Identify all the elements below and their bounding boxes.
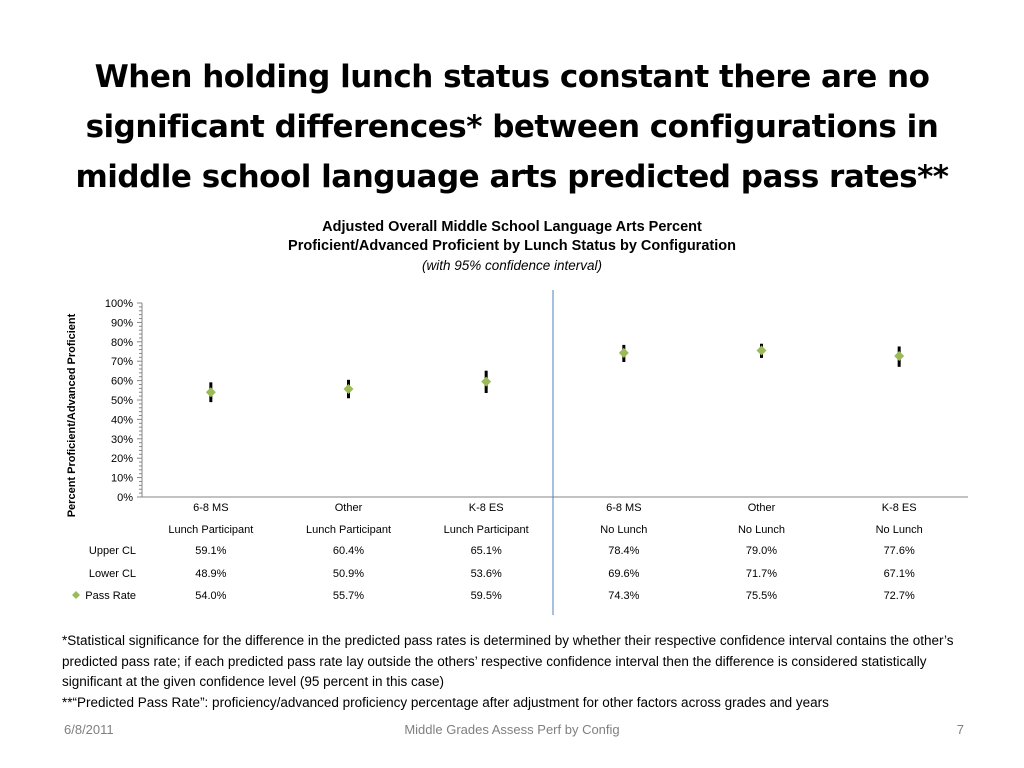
legend-marker-pass-rate	[72, 591, 80, 599]
x-category-lunch-label: No Lunch	[875, 524, 923, 536]
table-value: 79.0%	[745, 545, 778, 557]
table-row-label: Upper CL	[88, 545, 136, 557]
x-category-lunch-label: Lunch Participant	[168, 524, 254, 536]
pass-rate-marker	[481, 377, 491, 387]
table-value: 59.5%	[470, 590, 502, 602]
table-value: 71.7%	[745, 568, 778, 580]
chart-title-line: Adjusted Overall Middle School Language Arts Percent	[322, 219, 702, 235]
table-value: 65.1%	[470, 545, 502, 557]
table-value: 69.6%	[608, 568, 640, 580]
x-category-lunch-label: No Lunch	[600, 524, 648, 536]
y-tick-label: 90%	[110, 317, 133, 330]
y-tick-label: 0%	[117, 492, 133, 504]
footnotes	[62, 631, 982, 713]
table-value: 59.1%	[195, 545, 227, 557]
pass-rate-marker	[894, 351, 904, 361]
slide-title	[40, 52, 984, 202]
x-category-lunch-label: No Lunch	[737, 524, 786, 536]
table-value: 78.4%	[608, 545, 640, 557]
table-value: 54.0%	[195, 590, 227, 602]
table-value: 60.4%	[332, 545, 365, 557]
x-category-config-label: K-8 ES	[881, 502, 917, 514]
pass-rate-marker	[206, 387, 216, 397]
y-tick-label: 40%	[110, 414, 133, 427]
x-category-lunch-label: Lunch Participant	[443, 524, 529, 536]
x-category-config-label: 6-8 MS	[193, 502, 229, 514]
table-row-label: Pass Rate	[85, 590, 136, 602]
slide-number: 7	[956, 722, 964, 737]
chart-heading	[150, 218, 874, 275]
table-value: 72.7%	[883, 590, 915, 602]
table-value: 75.5%	[745, 590, 778, 602]
pass-rate-marker	[619, 348, 629, 358]
pass-rate-marker	[344, 384, 354, 394]
table-value: 55.7%	[332, 590, 365, 602]
y-tick-label: 20%	[110, 453, 133, 466]
table-row-label: Lower CL	[88, 568, 136, 580]
y-tick-label: 100%	[104, 298, 133, 310]
y-tick-label: 60%	[110, 375, 133, 388]
chart	[0, 290, 1024, 620]
x-category-lunch-label: Lunch Participant	[306, 524, 391, 536]
slide-title-line: middle school language arts predicted pass rates**	[75, 159, 949, 195]
y-tick-label: 80%	[110, 336, 133, 349]
table-value: 50.9%	[332, 568, 365, 580]
y-tick-label: 50%	[110, 395, 133, 407]
y-tick-label: 30%	[110, 433, 133, 446]
chart-subtitle: (with 95% confidence interval)	[421, 258, 603, 273]
slide-title-line: significant differences* between configurations in	[85, 109, 939, 145]
table-value: 77.6%	[883, 545, 915, 557]
table-value: 74.3%	[608, 590, 640, 602]
x-category-config-label: Other	[747, 502, 776, 514]
y-axis-title: Percent Proficient/Advanced Proficient	[66, 313, 78, 518]
footer-date: 6/8/2011	[64, 722, 114, 737]
footnote-pass-rate: **“Predicted Pass Rate”: proficiency/advanced proficiency percentage after adjustment for other factors across grades and years	[62, 694, 829, 710]
x-category-config-label: Other	[334, 502, 363, 514]
slide-title-line: When holding lunch status constant there are no	[94, 59, 930, 95]
y-tick-label: 10%	[110, 472, 133, 485]
chart-title-line: Proficient/Advanced Proficient by Lunch Status by Configuration	[288, 238, 736, 254]
table-value: 53.6%	[470, 568, 502, 580]
footnote-significance: *Statistical significance for the difference in the predicted pass rates is determined by whether their respective confidence interval contains the other’s predicted pass rate; if each predicted pass rate lay outside the others’ respective confidence interval then the difference is considered statistically significant at the given confidence level (95 percent in this case)	[62, 633, 954, 689]
x-category-config-label: 6-8 MS	[606, 502, 642, 514]
table-value: 67.1%	[883, 568, 915, 580]
x-category-config-label: K-8 ES	[468, 502, 504, 514]
footer-title: Middle Grades Assess Perf by Config	[404, 722, 620, 737]
pass-rate-marker	[757, 346, 767, 356]
table-value: 48.9%	[195, 568, 227, 580]
y-tick-label: 70%	[110, 356, 133, 369]
